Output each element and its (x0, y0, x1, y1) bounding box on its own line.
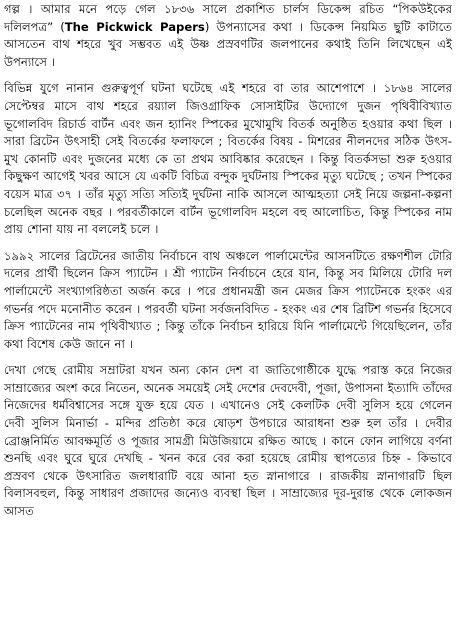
paragraph-text: গল্প । আমার মনে পড়ে গেল ১৮৩৬ সালে প্রকাশিত চার্লস ডিকেন্স রচিত “পিকউইকের দলিলপত্র” ( (4, 2, 452, 34)
body-paragraph (4, 362, 452, 520)
paragraph-text: দেখা গেছে রোমীয় সম্রাটরা যখন অন্য কোন দেশ বা জাতিগোষ্ঠীকে যুদ্ধে পরাস্ত করে নিজের সাম্রাজ্যের অংশ করে নিতেন, অনেক সময়েই সেই দেশের দেবদেবী, পূজা, উপাসনা ইত্যাদি তাঁদের নিজেদের ধর্মবিশ্বাসের সঙ্গে যুক্ত হয়ে যেত । এখানেও সেই কেলটিক দেবী সুলিস হয়ে গেলেন দেবী সুলিস মিনার্ভা - মন্দির প্রতিষ্ঠা করে ষোড়শ উপচারে আরাধনা শুরু হল তাঁর । দেবীর ব্রোঞ্জনির্মিত আবক্ষমূর্তি ও পূজার সামগ্রী মিউজিয়ামে রক্ষিত আছে । কানে ফোন লাগিয়ে বর্ণনা শুনছি এবং ঘুরে ঘুরে দেখছি - খনন করে বের করা হয়েছে রোমীয় স্থাপত্যের চিহ্ন - কিভাবে প্রস্রবণ থেকে উৎসারিত জলধারাটি বয়ে আনা হত স্নানাগারে । রাজকীয় স্নানাগারটি ছিল বিলাসবহুল, কিন্তু সাধারণ প্রজাদের জন্যেও ব্যবস্থা ছিল । সাম্রাজ্যের দূর-দুরান্ত থেকে লোকজন আসত (4, 363, 452, 519)
paragraph-text: ) উপন্যাসের কথা । ডিকেন্স নিয়মিত ছুটি কাটাতে আসতেন বাথ শহরে খুব সম্ভবত এই উষ্ণ প্রস্রবণটির জলপানের কথাই তিনি লিখেছেন এই উপন্যাসে । (4, 19, 452, 69)
body-paragraph (4, 248, 452, 354)
body-paragraph (4, 80, 452, 238)
body-paragraph (4, 1, 452, 71)
book-title-text: The Pickwick Papers (64, 19, 205, 34)
paragraph-text: বিভিন্ন যুগে নানান গুরুত্বপূর্ণ ঘটনা ঘটেছে এই শহরে বা তার আশেপাশে । ১৮৬৪ সালের সেপ্টেম্বর মাসে বাথ শহরে রয়্যাল জিওগ্রাফিক সোসাইটির উদ্যোগে দুজন পৃথিবীবিখ্যাত ভূগোলবিদ রিচার্ড বার্টন এবং জন হ্যানিং স্পিকের মুখোমুখি বিতর্ক অনুষ্ঠিত হওয়ার কথা ছিল । সারা ব্রিটেন উৎসাহী সেই বিতর্কের ফলাফলে ; বিতর্কের বিষয় - মিশরের নীলনদের সঠিক উৎস-মুখ কোনটি এবং দুজনের মধ্যে কে তা প্রথম আবিষ্কার করেছেন । কিন্তু বিতর্কসভা শুরু হওয়ার কিছুক্ষণ আগেই খবর আসে যে একটি বিচিত্র বন্দুক দুর্ঘটনায় স্পিকের মৃত্যু ঘটেছে ; তখন স্পিকের বয়েস মাত্র ৩৭ । তাঁর মৃত্যু সত্যি সত্যিই দুর্ঘটনা নাকি আসলে আত্মহত্যা সেই নিয়ে জল্পনা-কল্পনা চলেছিল অনেক বছর । পরবর্তীকালে বার্টন ভূগোলবিদ মহলে বহু আলোচিত, কিন্তু স্পিকের নাম প্রায় শোনা যায় না বললেই চলে । (4, 81, 452, 237)
paragraph-text: ১৯৯২ সালের ব্রিটেনের জাতীয় নির্বাচনে বাথ অঞ্চলে পার্লামেন্টের আসনটিতে রক্ষণশীল টোরি দলের প্রার্থী ছিলেন ক্রিস প্যাটেন । শ্রী প্যাটেন নির্বাচনে হেরে যান, কিন্তু সব মিলিয়ে টোরি দল পার্লামেন্টে সংখ্যাগরিষ্ঠতা অর্জন করে । পরে প্রধানমন্ত্রী জন মেজর ক্রিস প্যাটেনকে হংকং এর গভর্নর পদে মনোনীত করেন । পরবর্তী ঘটনা সর্বজনবিদিত - হংকং এর শেষ ব্রিটিশ গভর্নর হিসেবে ক্রিস প্যাটেনের নাম পৃথিবীখ্যাত ; কিন্তু তাঁকে নির্বাচন হারিয়ে যিনি পার্লামেন্টে গিয়েছিলেন, তাঁর কথা বিশেষ কেউ জানে না । (4, 248, 452, 351)
